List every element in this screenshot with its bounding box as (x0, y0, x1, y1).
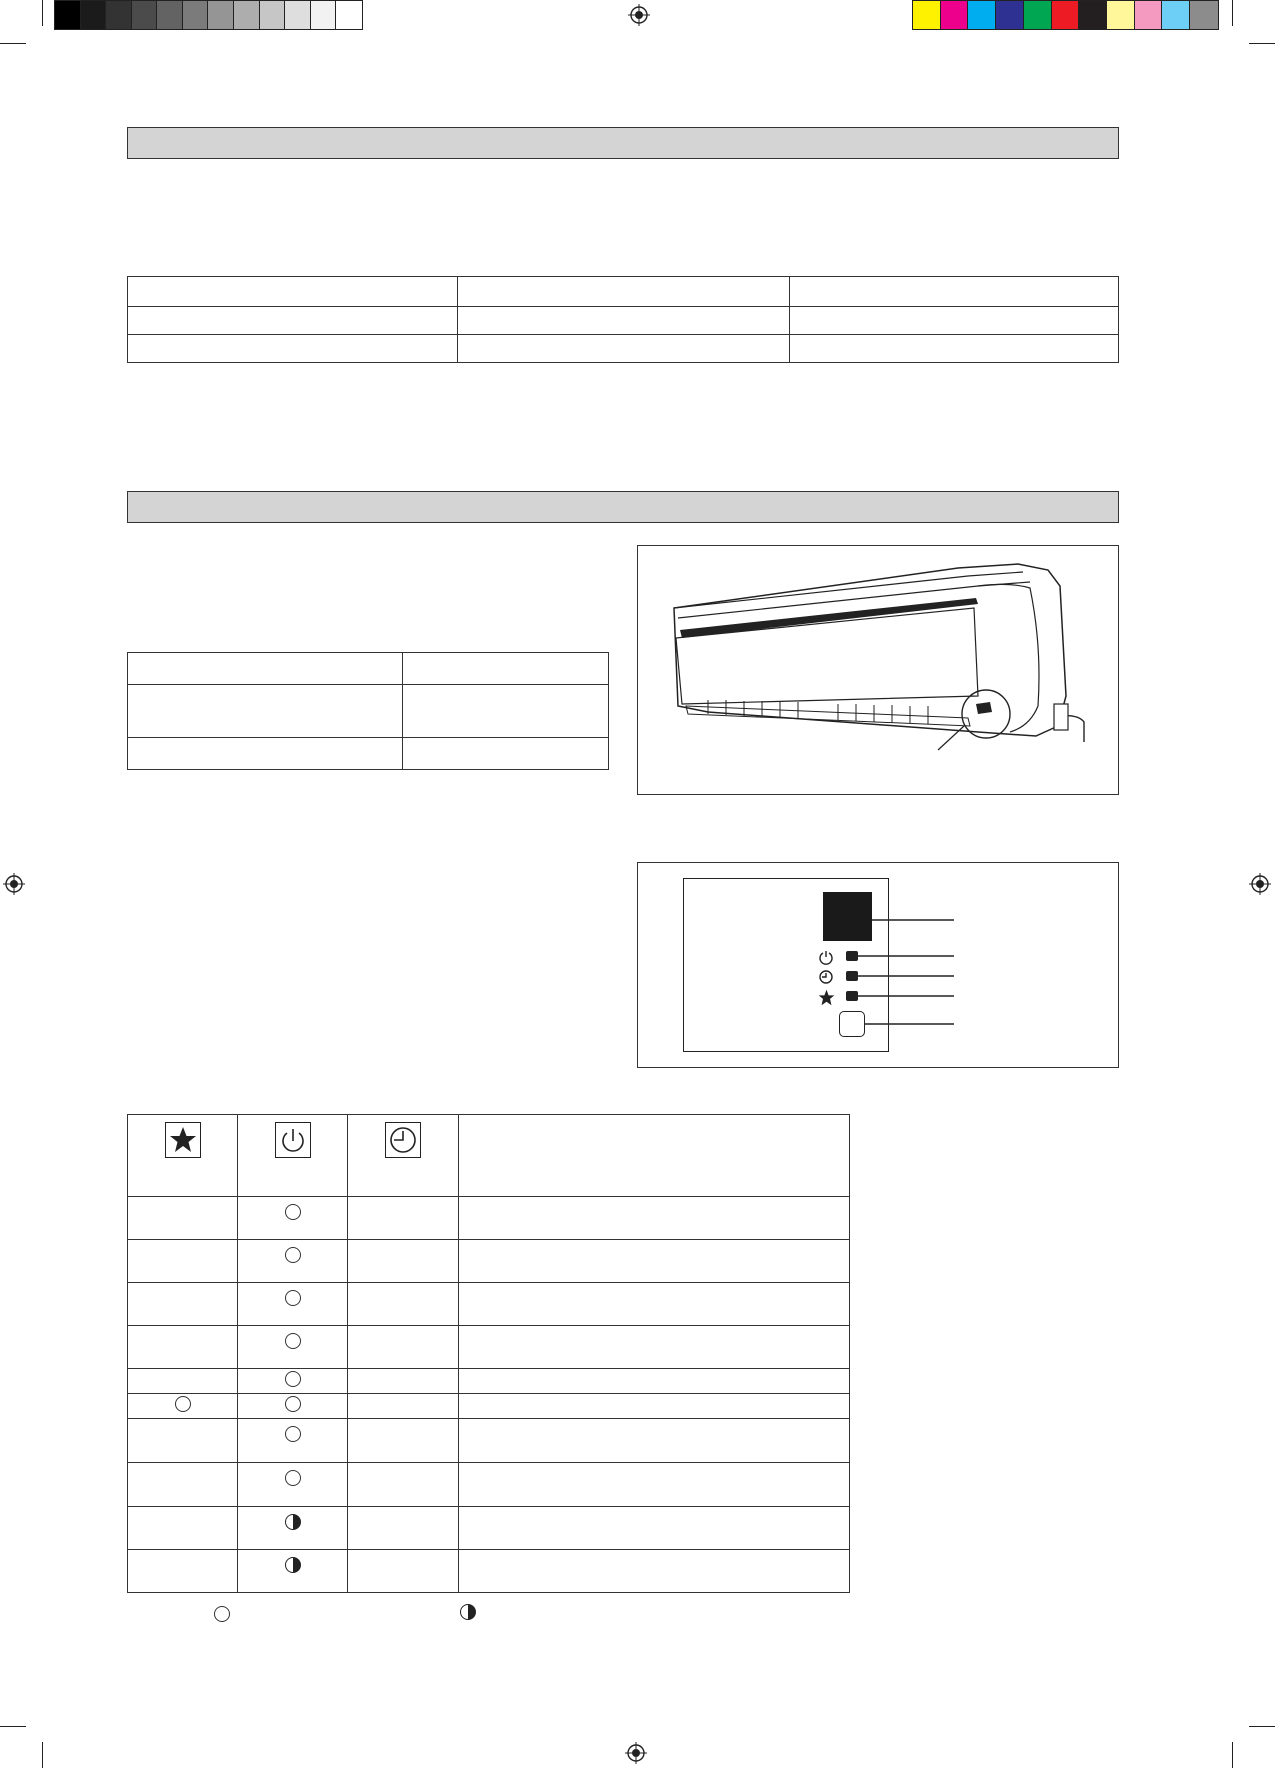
indoor-unit-figure (637, 545, 1119, 795)
section-header-bar-2 (127, 491, 1119, 523)
color-swatch (941, 1, 969, 29)
color-swatch (183, 1, 209, 29)
open-circle-icon (285, 1396, 301, 1412)
section-header-bar-1 (127, 127, 1119, 159)
spec-table-1 (127, 276, 1119, 363)
clock-icon (385, 1122, 421, 1158)
header-star (128, 1115, 238, 1197)
indicator-status-table (127, 1114, 850, 1593)
open-circle-icon (285, 1426, 301, 1442)
registration-mark-bottom-icon (625, 1742, 647, 1764)
grayscale-registration-strip (54, 0, 363, 30)
open-circle-icon (285, 1371, 301, 1387)
crop-mark (42, 0, 43, 26)
color-swatch (1190, 1, 1218, 29)
color-swatch (1024, 1, 1052, 29)
color-swatch (260, 1, 286, 29)
crop-mark (1249, 43, 1275, 44)
open-circle-icon (285, 1204, 301, 1220)
open-circle-icon (285, 1290, 301, 1306)
color-swatch (913, 1, 941, 29)
half-filled-circle-icon (285, 1514, 301, 1530)
color-swatch (1135, 1, 1163, 29)
color-swatch (968, 1, 996, 29)
callout-leader-lines (638, 863, 1118, 1067)
legend-open-circle-icon (214, 1606, 230, 1622)
registration-mark-top-icon (628, 4, 650, 26)
color-swatch (132, 1, 158, 29)
crop-mark (1232, 0, 1233, 26)
registration-mark-left-icon (3, 873, 25, 895)
open-circle-icon (285, 1470, 301, 1486)
color-registration-strip (912, 0, 1219, 30)
color-swatch (336, 1, 362, 29)
open-circle-icon (175, 1396, 191, 1412)
header-power (238, 1115, 348, 1197)
color-swatch (311, 1, 337, 29)
header-clock (348, 1115, 459, 1197)
spec-table-2 (127, 652, 609, 770)
crop-mark (42, 1742, 43, 1768)
open-circle-icon (285, 1333, 301, 1349)
crop-mark (1249, 1726, 1275, 1727)
crop-mark (0, 1726, 26, 1727)
color-swatch (285, 1, 311, 29)
color-swatch (106, 1, 132, 29)
half-filled-circle-icon (285, 1557, 301, 1573)
color-swatch (996, 1, 1024, 29)
star-icon (165, 1122, 201, 1158)
power-symbol-icon (275, 1122, 311, 1158)
color-swatch (1079, 1, 1107, 29)
color-swatch (1107, 1, 1135, 29)
open-circle-icon (285, 1247, 301, 1263)
indicator-panel-figure (637, 862, 1119, 1068)
crop-mark (1232, 1742, 1233, 1768)
color-swatch (157, 1, 183, 29)
crop-mark (0, 43, 26, 44)
header-description (459, 1115, 850, 1197)
color-swatch (55, 1, 81, 29)
color-swatch (208, 1, 234, 29)
legend-half-filled-circle-icon (460, 1604, 476, 1620)
color-swatch (1162, 1, 1190, 29)
air-conditioner-illustration (638, 546, 1118, 794)
color-swatch (1052, 1, 1080, 29)
registration-mark-right-icon (1249, 873, 1271, 895)
color-swatch (81, 1, 107, 29)
color-swatch (234, 1, 260, 29)
